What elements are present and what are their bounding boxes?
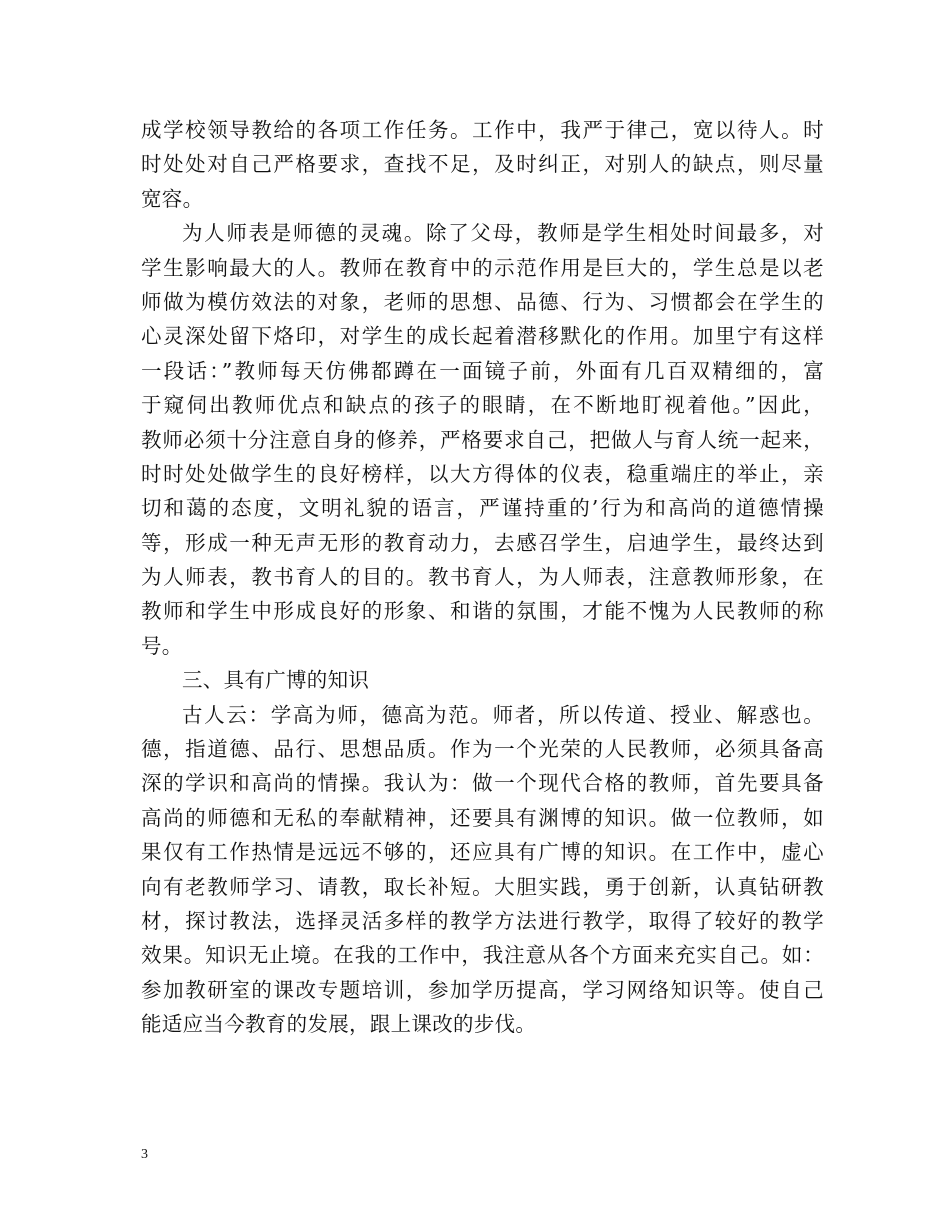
text-line: 材，探讨教法，选择灵活多样的教学方法进行教学，取得了较好的教学: [141, 908, 824, 933]
text-line: 心灵深处留下烙印，对学生的成长起着潜移默化的作用。加里宁有这样: [141, 324, 824, 349]
text-line: 宽容。: [141, 186, 204, 211]
text-line: 为人师表是师德的灵魂。除了父母，教师是学生相处时间最多，对: [182, 221, 824, 246]
paragraph-3: [141, 698, 824, 1042]
text-line: 德，指道德、品行、思想品质。作为一个光荣的人民教师，必须具备高: [141, 737, 824, 762]
text-line: 等，形成一种无声无形的教育动力，去感召学生，启迪学生，最终达到: [141, 530, 824, 555]
text-line: 参加教研室的课改专题培训，参加学历提高，学习网络知识等。使自己: [141, 977, 824, 1002]
text-line: 于窥伺出教师优点和缺点的孩子的眼睛，在不断地盯视着他。”因此，: [141, 393, 824, 418]
text-line: 古人云：学高为师，德高为范。师者，所以传道、授业、解惑也。: [182, 702, 824, 727]
text-line: 为人师表，教书育人的目的。教书育人，为人师表，注意教师形象，在: [141, 565, 824, 590]
section-heading-text: 三、具有广博的知识: [182, 668, 370, 693]
text-line: 向有老教师学习、请教，取长补短。大胆实践，勇于创新，认真钻研教: [141, 874, 824, 899]
paragraph-2: [141, 216, 824, 663]
document-body: [141, 113, 824, 1042]
text-line: 切和蔼的态度，文明礼貌的语言，严谨持重的’行为和高尚的道德情操: [141, 496, 824, 521]
text-line: 成学校领导教给的各项工作任务。工作中，我严于律己，宽以待人。时: [141, 118, 824, 142]
text-line: 深的学识和高尚的情操。我认为：做一个现代合格的教师，首先要具备: [141, 771, 824, 796]
text-line: 时处处对自己严格要求，查找不足，及时纠正，对别人的缺点，则尽量: [141, 152, 824, 177]
text-line: 高尚的师德和无私的奉献精神，还要具有渊博的知识。做一位教师，如: [141, 805, 824, 830]
text-line: 教师和学生中形成良好的形象、和谐的氛围，才能不愧为人民教师的称: [141, 599, 824, 624]
text-line: 能适应当今教育的发展，跟上课改的步伐。: [141, 1012, 537, 1037]
text-line: 号。: [141, 633, 183, 658]
text-line: 学生影响最大的人。教师在教育中的示范作用是巨大的，学生总是以老: [141, 255, 824, 280]
text-line: 果仅有工作热情是远远不够的，还应具有广博的知识。在工作中，虚心: [141, 840, 824, 865]
text-line: 师做为模仿效法的对象，老师的思想、品德、行为、习惯都会在学生的: [141, 289, 824, 314]
page-number: 3: [141, 1147, 148, 1162]
paragraph-1: [141, 113, 824, 216]
text-line: 教师必须十分注意自身的修养，严格要求自己，把做人与育人统一起来，: [141, 427, 824, 452]
text-line: 时时处处做学生的良好榜样，以大方得体的仪表，稳重端庄的举止，亲: [141, 461, 824, 486]
text-line: 效果。知识无止境。在我的工作中，我注意从各个方面来充实自己。如：: [141, 943, 824, 968]
text-line: 一段话：”教师每天仿佛都蹲在一面镜子前，外面有几百双精细的，富: [141, 358, 824, 383]
section-heading: [141, 663, 824, 697]
